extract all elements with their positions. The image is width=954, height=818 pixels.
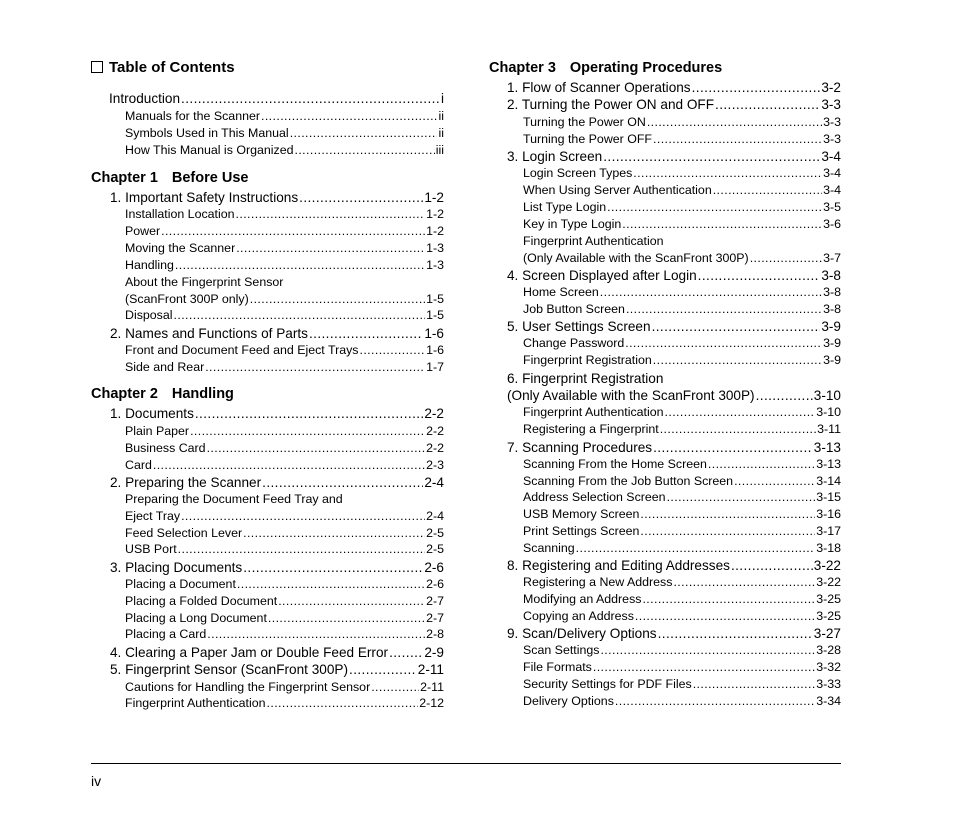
toc-entry-title: Plain Paper [125,424,190,438]
toc-entry-title: Home Screen [523,285,599,299]
toc-entry-page: 2-2 [426,441,444,455]
toc-entry-page: 3-8 [823,302,841,316]
toc-entry-title: Address Selection Screen [523,490,666,504]
dot-leader [640,507,815,521]
toc-entry[interactable] [523,302,841,316]
toc-entry[interactable] [125,241,444,255]
toc-entry[interactable] [523,524,841,538]
toc-entry-title: Side and Rear [125,360,205,374]
dot-leader [731,558,813,573]
chapter-title: Operating Procedures [569,60,723,76]
toc-entry-page: 3-33 [816,677,841,691]
toc-entry[interactable] [125,343,444,357]
toc-entry[interactable] [125,680,444,694]
toc-entry[interactable] [507,80,841,95]
dot-leader [693,677,815,691]
dot-leader [299,190,423,205]
dot-leader [359,343,425,357]
dot-leader [178,542,425,556]
dot-leader [607,200,822,214]
toc-entry[interactable] [523,405,841,419]
toc-entry-page: 3-25 [816,609,841,623]
toc-entry-title: Cautions for Handling the Fingerprint Sensor [125,680,371,694]
toc-entry-page: 2-6 [426,577,444,591]
toc-entry-title: 1. Documents [110,406,194,421]
toc-entry-title: Placing a Folded Document [125,594,278,608]
toc-entry[interactable] [523,677,841,691]
toc-entry[interactable] [110,326,444,341]
toc-entry[interactable] [523,575,841,589]
toc-entry-page: 3-10 [813,388,841,403]
dot-leader [652,319,821,334]
toc-entry[interactable] [523,422,841,436]
toc-entry[interactable] [125,292,444,306]
toc-entry-title: Scan Settings [523,643,600,657]
dot-leader [262,475,423,490]
toc-entry[interactable] [507,97,841,112]
toc-entry-page: 3-28 [816,643,841,657]
toc-entry[interactable] [125,424,444,438]
toc-entry-page: 2-7 [426,611,444,625]
dot-leader [653,132,822,146]
dot-leader [715,97,820,112]
toc-entry[interactable] [523,336,841,350]
toc-entry-page: 1-7 [426,360,444,374]
dot-leader [309,326,423,341]
dot-leader [236,241,425,255]
toc-entry-title: Modifying an Address [523,592,642,606]
toc-entry-page: 2-5 [426,542,444,556]
toc-entry-page: 3-4 [821,149,841,164]
toc-entry[interactable] [125,308,444,322]
dot-leader [633,166,822,180]
dot-leader [734,474,815,488]
toc-entry-page: 3-25 [816,592,841,606]
toc-entry-line[interactable]: 6. Fingerprint Registration [507,371,664,386]
toc-entry-title: Placing a Card [125,627,207,641]
toc-entry[interactable] [523,251,841,265]
toc-entry-page: ii [438,109,444,123]
dot-leader [205,360,425,374]
chapter-number: Chapter 3 [489,60,556,76]
toc-heading: Table of Contents [91,59,235,76]
toc-entry[interactable] [125,526,444,540]
toc-entry[interactable] [523,490,841,504]
toc-entry-title: Eject Tray [125,509,181,523]
toc-entry[interactable] [507,388,841,403]
toc-entry-page: 1-6 [424,326,444,341]
toc-entry[interactable] [125,611,444,625]
toc-entry-page: 2-6 [424,560,444,575]
toc-entry[interactable] [507,149,841,164]
dot-leader [389,645,423,660]
toc-entry[interactable] [523,592,841,606]
toc-entry-title: 2. Preparing the Scanner [110,475,262,490]
toc-entry-title: 3. Login Screen [507,149,603,164]
toc-entry-page: 2-2 [424,406,444,421]
toc-entry-title: List Type Login [523,200,607,214]
toc-entry[interactable] [523,694,841,708]
toc-entry-title: Card [125,458,152,472]
dot-leader [665,405,816,419]
dot-leader [625,336,822,350]
dot-leader [207,627,425,641]
chapter-title: Before Use [171,170,249,186]
toc-entry-page: 3-10 [816,405,841,419]
toc-entry-page: 2-4 [424,475,444,490]
dot-leader [667,490,816,504]
checkbox-square-icon [91,61,103,73]
toc-entry[interactable] [523,507,841,521]
toc-entry-title: Placing a Long Document [125,611,267,625]
footer-rule [91,763,841,764]
toc-entry-title: 1. Important Safety Instructions [110,190,299,205]
toc-entry-page: 2-11 [417,662,444,677]
toc-entry[interactable] [125,696,444,710]
toc-entry-title: Change Password [523,336,625,350]
toc-entry[interactable] [125,509,444,523]
toc-entry-title: 1. Flow of Scanner Operations [507,80,691,95]
toc-entry-page: 2-8 [426,627,444,641]
toc-entry-page: 3-4 [823,166,841,180]
toc-entry[interactable] [110,406,444,421]
toc-entry-title: Moving the Scanner [125,241,236,255]
dot-leader [698,268,821,283]
toc-entry[interactable] [110,475,444,490]
toc-entry-title: Job Button Screen [523,302,625,316]
toc-entry-page: 3-8 [821,268,841,283]
dot-leader [647,115,822,129]
toc-entry[interactable] [523,643,841,657]
toc-entry-page: 3-3 [821,97,841,112]
dot-leader [692,80,821,95]
dot-leader [653,440,813,455]
toc-entry-page: 3-22 [816,575,841,589]
toc-entry-page: i [440,91,444,106]
toc-entry-page: 3-5 [823,200,841,214]
dot-leader [190,424,425,438]
toc-entry-title: 4. Clearing a Paper Jam or Double Feed Error [110,645,389,660]
toc-entry-page: 3-2 [821,80,841,95]
toc-entry[interactable] [523,660,841,674]
toc-entry-title: 8. Registering and Editing Addresses [507,558,730,573]
toc-entry[interactable] [523,217,841,231]
toc-entry[interactable] [125,577,444,591]
toc-entry-page: 2-2 [426,424,444,438]
toc-entry-page: 3-8 [823,285,841,299]
toc-entry-title: Placing a Document [125,577,236,591]
toc-entry-line[interactable]: Fingerprint Authentication [523,234,664,248]
toc-entry-title: Power [125,224,161,238]
dot-leader [161,224,425,238]
toc-entry-page: 3-6 [823,217,841,231]
toc-entry-title: Business Card [125,441,206,455]
dot-leader [635,609,815,623]
toc-entry[interactable] [507,440,841,455]
toc-entry-title: Key in Type Login [523,217,622,231]
dot-leader [603,149,820,164]
toc-entry-page: 1-5 [426,308,444,322]
dot-leader [371,680,419,694]
toc-entry-title: Fingerprint Authentication [125,696,266,710]
toc-entry-title: Turning the Power ON [523,115,646,129]
toc-entry-title: 2. Turning the Power ON and OFF [507,97,715,112]
dot-leader [250,292,425,306]
dot-leader [708,457,815,471]
toc-entry-page: 3-14 [816,474,841,488]
toc-entry-title: Turning the Power OFF [523,132,653,146]
dot-leader [349,662,417,677]
toc-entry[interactable] [523,115,841,129]
toc-entry[interactable] [110,645,444,660]
toc-entry[interactable] [125,258,444,272]
dot-leader [236,207,426,221]
toc-entry-page: 3-32 [816,660,841,674]
toc-entry-title: Registering a New Address [523,575,673,589]
dot-leader [243,560,423,575]
toc-entry-title: Front and Document Feed and Eject Trays [125,343,359,357]
dot-leader [295,143,435,157]
toc-entry-page: 3-15 [816,490,841,504]
toc-entry-title: Delivery Options [523,694,614,708]
chapter-number: Chapter 1 [91,170,158,186]
toc-entry-title: Scanning [523,541,575,555]
toc-entry-page: 2-11 [420,680,444,694]
toc-entry-page: 3-4 [823,183,841,197]
toc-entry-page: 3-9 [823,336,841,350]
toc-entry-title: Scanning From the Home Screen [523,457,707,471]
toc-entry-page: 3-3 [823,132,841,146]
toc-entry-page: 3-3 [823,115,841,129]
toc-entry-title: Handling [125,258,174,272]
dot-leader [174,308,426,322]
dot-leader [181,509,425,523]
dot-leader [660,422,816,436]
toc-entry-title: Copying an Address [523,609,634,623]
dot-leader [640,524,815,538]
toc-entry[interactable] [110,662,444,677]
toc-entry-title: 3. Placing Documents [110,560,243,575]
toc-entry-title: Manuals for the Scanner [125,109,260,123]
toc-entry[interactable] [507,558,841,573]
dot-leader [576,541,816,555]
toc-entry[interactable] [523,474,841,488]
toc-entry-title: Login Screen Types [523,166,633,180]
toc-entry-title: File Formats [523,660,592,674]
toc-entry-page: 3-9 [821,319,841,334]
toc-entry-line[interactable]: Preparing the Document Feed Tray and [125,492,343,506]
toc-entry[interactable] [523,166,841,180]
toc-entry-page: 3-13 [813,440,841,455]
toc-entry[interactable] [523,609,841,623]
toc-entry-title: Fingerprint Registration [523,353,652,367]
dot-leader [593,660,815,674]
toc-entry-title: Introduction [109,91,181,106]
toc-entry-page: 3-11 [817,422,841,436]
toc-entry-page: 2-9 [424,645,444,660]
toc-entry-page: 2-7 [426,594,444,608]
toc-entry-page: 3-22 [813,558,841,573]
toc-entry-title: Installation Location [125,207,235,221]
toc-entry[interactable] [125,627,444,641]
toc-entry-title: Security Settings for PDF Files [523,677,692,691]
toc-entry-title: USB Memory Screen [523,507,640,521]
toc-entry-page: 2-5 [426,526,444,540]
chapter-heading[interactable] [489,60,722,76]
toc-entry[interactable] [125,109,444,123]
dot-leader [600,285,822,299]
toc-entry-title: Disposal [125,308,173,322]
toc-entry-title: USB Port [125,542,177,556]
dot-leader [278,594,425,608]
dot-leader [290,126,438,140]
toc-entry-page: 1-2 [424,190,444,205]
toc-entry-title: (Only Available with the ScanFront 300P) [507,388,755,403]
toc-entry-title: 4. Screen Displayed after Login [507,268,697,283]
toc-entry-title: (ScanFront 300P only) [125,292,249,306]
chapter-number: Chapter 2 [91,386,158,402]
toc-entry-page: 1-2 [426,224,444,238]
toc-entry-page: 3-9 [823,353,841,367]
toc-entry[interactable] [523,183,841,197]
toc-entry[interactable] [125,542,444,556]
toc-entry-title: 9. Scan/Delivery Options [507,626,657,641]
toc-entry[interactable] [125,441,444,455]
dot-leader [673,575,815,589]
toc-entry-page: 1-2 [426,207,444,221]
dot-leader [756,388,813,403]
page-number: iv [91,773,102,789]
toc-entry[interactable] [125,224,444,238]
toc-entry-page: 3-13 [816,457,841,471]
toc-entry-title: (Only Available with the ScanFront 300P) [523,251,749,265]
toc-entry-page: 3-7 [823,251,841,265]
toc-entry[interactable] [109,91,444,106]
dot-leader [268,611,425,625]
toc-entry[interactable] [125,458,444,472]
toc-entry-page: 1-5 [426,292,444,306]
toc-entry-title: 5. Fingerprint Sensor (ScanFront 300P) [110,662,349,677]
dot-leader [261,109,437,123]
dot-leader [237,577,425,591]
dot-leader [642,592,815,606]
toc-entry[interactable] [125,207,444,221]
toc-entry[interactable] [523,541,841,555]
dot-leader [181,91,440,106]
toc-entry[interactable] [125,143,444,157]
toc-entry[interactable] [110,560,444,575]
dot-leader [622,217,822,231]
toc-entry-title: How This Manual is Organized [125,143,294,157]
dot-leader [195,406,423,421]
toc-entry-title: 5. User Settings Screen [507,319,651,334]
dot-leader [243,526,425,540]
dot-leader [207,441,426,455]
toc-entry[interactable] [125,594,444,608]
toc-entry[interactable] [507,626,841,641]
toc-entry-title: Fingerprint Authentication [523,405,664,419]
toc-entry-page: 2-3 [426,458,444,472]
toc-entry[interactable] [523,285,841,299]
toc-entry-title: 2. Names and Functions of Parts [110,326,308,341]
toc-entry-page: 3-18 [816,541,841,555]
dot-leader [267,696,419,710]
chapter-title: Handling [171,386,234,402]
dot-leader [615,694,815,708]
chapter-heading[interactable] [91,386,234,402]
toc-entry[interactable] [110,190,444,205]
toc-entry-title: 7. Scanning Procedures [507,440,653,455]
toc-entry[interactable] [523,457,841,471]
toc-entry-page: 1-6 [426,343,444,357]
toc-entry[interactable] [125,360,444,374]
toc-entry-title: Symbols Used in This Manual [125,126,289,140]
chapter-heading[interactable] [91,170,248,186]
dot-leader [658,626,813,641]
toc-entry[interactable] [523,353,841,367]
toc-entry[interactable] [125,126,444,140]
toc-entry-line[interactable]: About the Fingerprint Sensor [125,275,284,289]
toc-entry-page: 3-17 [816,524,841,538]
dot-leader [153,458,425,472]
toc-entry-page: 1-3 [426,258,444,272]
dot-leader [175,258,425,272]
dot-leader [713,183,822,197]
toc-entry-page: 1-3 [426,241,444,255]
toc-entry-title: Registering a Fingerprint [523,422,659,436]
toc-entry[interactable] [523,200,841,214]
toc-entry-page: ii [438,126,444,140]
dot-leader [600,643,815,657]
toc-entry-title: Feed Selection Lever [125,526,243,540]
toc-entry-title: Print Settings Screen [523,524,640,538]
toc-entry-page: 3-27 [813,626,841,641]
dot-leader [626,302,822,316]
toc-entry-title: When Using Server Authentication [523,183,712,197]
toc-entry-page: 2-4 [426,509,444,523]
toc-entry-page: 3-16 [816,507,841,521]
dot-leader [750,251,822,265]
toc-entry-title: Scanning From the Job Button Screen [523,474,734,488]
toc-entry-page: 3-34 [816,694,841,708]
toc-entry[interactable] [507,268,841,283]
toc-entry-page: 2-12 [419,696,444,710]
toc-entry[interactable] [507,319,841,334]
toc-entry-page: iii [435,143,444,157]
toc-entry[interactable] [523,132,841,146]
dot-leader [653,353,822,367]
